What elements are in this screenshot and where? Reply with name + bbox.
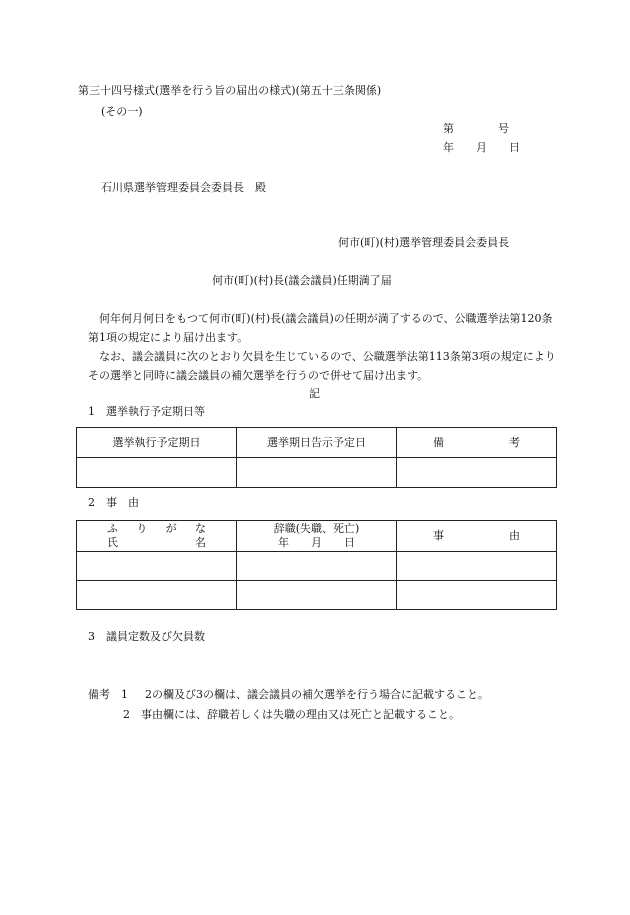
notes-label: 備考 1 bbox=[88, 688, 128, 701]
table-row bbox=[77, 581, 557, 610]
furigana-char: な bbox=[194, 522, 206, 535]
furigana-char: ふ bbox=[107, 522, 118, 535]
table-cell bbox=[77, 458, 237, 488]
document-title: 何市(町)(村)長(議会議員)任期満了届 bbox=[212, 274, 392, 287]
column-header-resignation bbox=[237, 521, 397, 552]
table-cell bbox=[237, 581, 397, 610]
reason-char: 由 bbox=[509, 529, 520, 542]
column-header: 選挙執行予定期日 bbox=[77, 428, 237, 458]
column-header-name bbox=[77, 521, 237, 552]
name-char: 氏 bbox=[107, 536, 118, 549]
table-row bbox=[77, 552, 557, 581]
body-paragraph-2: なお、議会議員に次のとおり欠員を生じているので、公職選挙法第113条第3項の規定によりその選挙と同時に議会議員の補欠選挙を行うので併せて届け出ます。 bbox=[88, 350, 556, 382]
section1-table bbox=[76, 427, 557, 488]
furigana-char: り bbox=[136, 522, 148, 535]
column-header: 選挙期日告示予定日 bbox=[237, 428, 397, 458]
table-cell bbox=[237, 552, 397, 581]
remarks-char: 備 bbox=[433, 435, 444, 449]
column-header-reason bbox=[397, 521, 557, 552]
column-header-remarks bbox=[397, 428, 557, 458]
section2-heading: 2 事 由 bbox=[88, 496, 139, 509]
resignation-label: 辞職(失職、死亡) bbox=[273, 522, 360, 535]
table-cell bbox=[397, 458, 557, 488]
table-cell bbox=[77, 552, 237, 581]
section3-heading: 3 議員定数及び欠員数 bbox=[88, 630, 205, 643]
addressee: 石川県選挙管理委員会委員長 殿 bbox=[101, 181, 266, 194]
section2-header-row bbox=[77, 521, 557, 552]
body-paragraph-1: 何年何月何日をもつて何市(町)(村)長(議会議員)の任期が満了するので、公職選挙法第120条第1項の規定により届け出ます。 bbox=[88, 312, 553, 344]
reason-char: 事 bbox=[433, 529, 444, 542]
name-char: 名 bbox=[195, 536, 206, 549]
note-2: 2 事由欄には、辞職若しくは失職の理由又は死亡と記載すること。 bbox=[123, 708, 460, 721]
table-cell bbox=[77, 581, 237, 610]
number-label: 第 号 bbox=[443, 122, 509, 135]
date-label: 年 月 日 bbox=[443, 141, 520, 154]
form-title: 第三十四号様式(選挙を行う旨の届出の様式)(第五十三条関係) bbox=[78, 84, 382, 97]
form-subtitle: (その一) bbox=[101, 105, 143, 118]
remarks-char: 考 bbox=[509, 435, 520, 449]
table-row bbox=[77, 458, 557, 488]
section1-header-row bbox=[77, 428, 557, 458]
furigana-char: が bbox=[165, 522, 177, 535]
sender: 何市(町)(村)選挙管理委員会委員長 bbox=[338, 236, 510, 249]
table-cell bbox=[237, 458, 397, 488]
section1-heading: 1 選挙執行予定期日等 bbox=[88, 405, 205, 418]
table-cell bbox=[397, 581, 557, 610]
ki-marker: 記 bbox=[309, 387, 320, 400]
section2-table bbox=[76, 520, 557, 610]
note-1: 2の欄及び3の欄は、議会議員の補欠選挙を行う場合に記載すること。 bbox=[145, 688, 489, 701]
resignation-date-label: 年 月 日 bbox=[278, 536, 355, 549]
table-cell bbox=[397, 552, 557, 581]
